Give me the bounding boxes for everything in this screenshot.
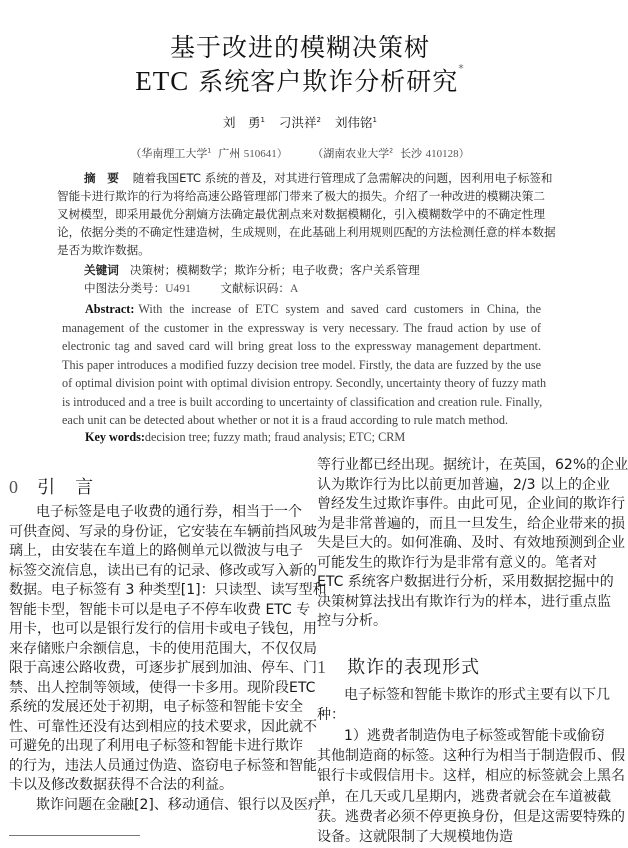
text-line: 是否为欺诈数据。 — [57, 243, 150, 257]
text-line: 智能卡型，智能卡可以是电子不停车收费 ETC 专 — [9, 601, 311, 618]
text-line: 性、可靠性还没有达到相应的技术要求，因此就不 — [9, 718, 317, 735]
text-line: 其他制造商的标签。这种行为相当于制造假币、假 — [317, 747, 625, 764]
text-line: 电子标签和智能卡欺诈的形式主要有以下几 — [344, 687, 610, 703]
text-line: 认为欺诈行为比以前更加普遍，2/3 以上的企业 — [317, 476, 610, 493]
text-line: This paper introduces a modified fuzzy decision tree model. Firstly, the data are fuzzed by the use — [62, 357, 541, 372]
affiliation: （湖南农业大学$^2$ 长沙 410128） — [312, 147, 470, 160]
text-line: 控与分析。 — [317, 613, 387, 629]
text-line: 银行卡或假信用卡。这样，相应的标签就会上黑名 — [317, 768, 625, 785]
text-line: 为是非常普遍的，而且一旦发生，给企业带来的损 — [317, 515, 625, 532]
text-line: 的行为，违法人员通过伪造、盗窃电子标签和智能 — [9, 757, 317, 774]
text-line: 电子标签是电子收费的通行券，相当于一个 — [36, 504, 302, 520]
keywords-en: Key words:decision tree; fuzzy math; fraud analysis; ETC; CRM — [85, 430, 406, 444]
text-line: 用卡，也可以是银行发行的信用卡或电子钱包，用 — [9, 621, 317, 638]
text-line: 标签交流信息，读出已有的记录、修改或写入新的 — [9, 562, 317, 579]
affiliation: （华南理工大学$^1$ 广州 510641） — [130, 147, 288, 160]
text-line: electronic tag and saved card will bring great loss to the expressway management department. — [62, 339, 541, 353]
text-line: 种： — [317, 707, 345, 724]
abstract-label: 摘 要 — [84, 171, 119, 185]
text-line: 可能发生的欺诈行为是非常有意义的。笔者对 — [317, 554, 597, 571]
title-etc: ETC — [135, 66, 190, 96]
text-line: 曾经发生过欺诈事件。由此可见，企业间的欺诈行 — [317, 496, 625, 512]
title-rest: 系统客户欺诈分析研究 — [198, 67, 459, 96]
text-line: 数据。电子标签有 3 种类型[1]：只读型、读写型和 — [9, 582, 327, 599]
text-line: Abstract: With the increase of ETC system and saved card customers in China, the — [85, 302, 541, 316]
text-line: 决策树算法找出有欺诈行为的样本，进行重点监 — [317, 593, 611, 610]
keywords-cn: 关键词 决策树；模糊数学；欺诈分析；电子收费；客户关系管理 — [84, 263, 420, 277]
footnote-rule — [9, 835, 140, 836]
classification-line: 中图法分类号：U491 文献标识码：A — [84, 281, 299, 295]
abstract-label: Abstract: — [85, 302, 135, 316]
text-line: 欺诈问题在金融[2]、移动通信、银行以及医疗 — [36, 796, 322, 813]
text-line: 失是巨大的。如何准确、及时、有效地预测到企业 — [317, 535, 625, 551]
text-line: 系统的发展还处于初期，电子标签和智能卡安全 — [9, 699, 303, 716]
text-line: 等行业都已经出现。据统计，在英国，62%的企业 — [317, 457, 628, 473]
section-heading-1: 1 欺诈的表现形式 — [317, 657, 481, 678]
paper-title-line1: 基于改进的模糊决策树 — [169, 33, 430, 62]
text-line: of optimal division point with optimal division entropy. Secondly, uncertainty theory of fuzzy math — [62, 376, 547, 390]
text-line: 论，依据分类的不确定性建造树，生成规则，在此基础上利用规则匹配的方法检测任意的样本数据 — [57, 225, 556, 239]
text-line: 来存储账户余额信息，卡的使用范围大，不仅仅局 — [9, 640, 317, 657]
text-line: 限于高速公路收费，可逐步扩展到加油、停车、门 — [9, 660, 317, 677]
affiliations — [0, 145, 600, 161]
text-line: 可供查阅、写录的身份证，它安装在车辆前挡风玻 — [9, 523, 317, 540]
title-footnote-mark: * — [458, 62, 465, 75]
author: 刁洪祥$^2$ — [279, 115, 321, 130]
text-line: 获。逃费者必须不停更换身份，但是这需要特殊的 — [317, 808, 625, 825]
author-list — [0, 113, 600, 131]
text-line: 1）逃费者制造伪电子标签或智能卡或偷窃 — [344, 727, 605, 744]
author: 刘伟铭$^1$ — [334, 115, 377, 130]
text-line: 可避免的出现了利用电子标签和智能卡进行欺诈 — [9, 738, 303, 755]
text-line: 叉树模型，即采用最优分割熵方法确定最优割点来对数据模糊化，引入模糊数学中的不确定性理 — [57, 207, 545, 221]
text-line: 璃上，由安装在车道上的路侧单元以微波与电子 — [9, 543, 303, 560]
text-line: 摘 要 随着我国ETC 系统的普及，对其进行管理成了急需解决的问题，因利用电子标签和 — [84, 171, 553, 185]
text-line: 禁、出人控制等领域，使得一卡多用。现阶段ETC — [9, 679, 316, 696]
author: 刘 勇$^1$ — [223, 115, 266, 130]
text-line: 智能卡进行欺诈的行为将给高速公路管理部门带来了极大的损失。介绍了一种改进的模糊决策二 — [57, 189, 545, 203]
section-heading-0: 0 引 言 — [9, 477, 95, 498]
paper-title-line2 — [0, 62, 600, 98]
text-line: 单，在几天或几星期内，逃费者就会在车道被截 — [317, 788, 611, 805]
text-line: 卡以及修改数据获得不合法的利益。 — [9, 777, 233, 794]
text-line: is introduced and a tree is built according to uncertainty of classification and creation rule. Finally, — [62, 394, 543, 409]
text-line: ETC 系统客户数据进行分析，采用数据挖掘中的 — [317, 574, 614, 590]
text-line: management of the customer in the expressway is very necessary. The fraud action by use of — [62, 320, 541, 335]
text-line: 设备。这就限制了大规模地伪造 — [317, 829, 513, 846]
text-line: each unit can be detected about whether or not it is a fraud according to rule match method. — [62, 413, 509, 427]
